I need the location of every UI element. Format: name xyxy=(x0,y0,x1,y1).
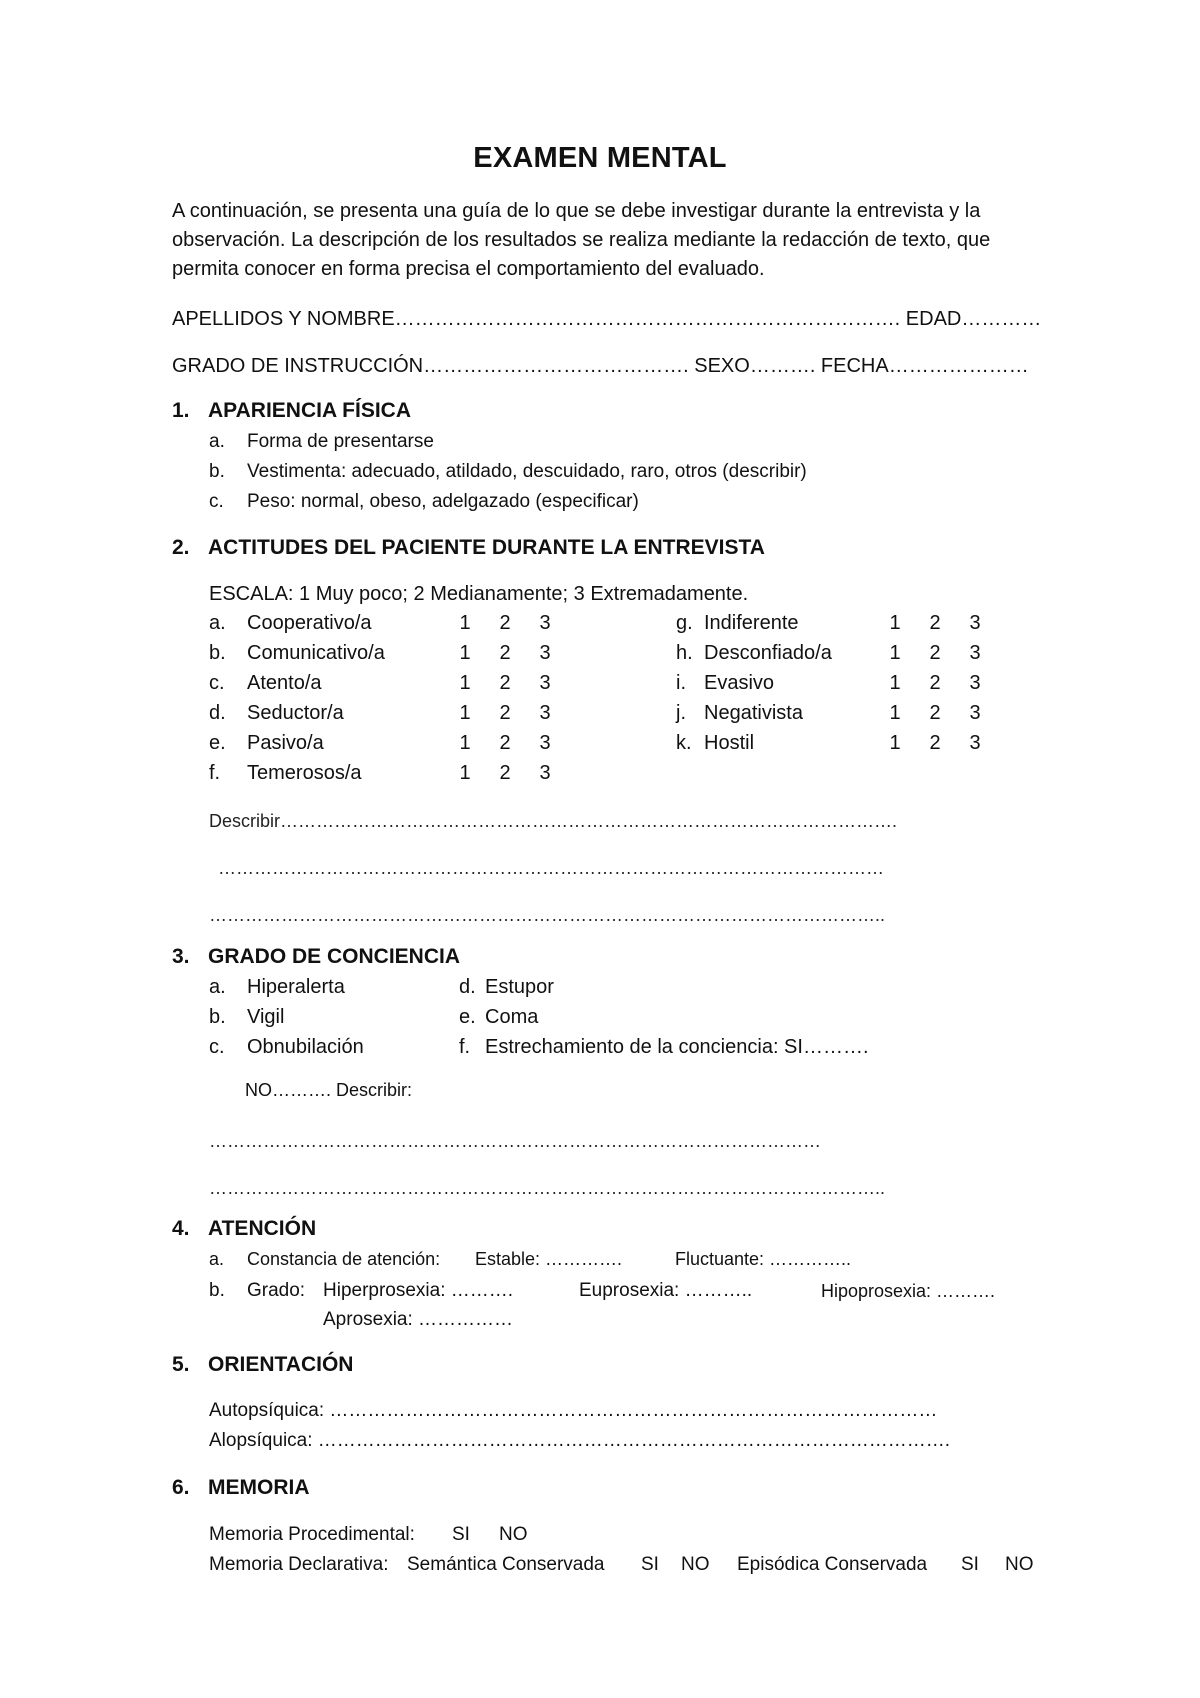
attitude-row: h. Desconfiado/a xyxy=(676,642,832,664)
section-5-heading xyxy=(172,1353,353,1377)
estable-field[interactable]: Estable: …………. xyxy=(475,1249,623,1269)
fluctuante-field[interactable]: Fluctuante: ………….. xyxy=(675,1249,852,1269)
attitude-row: i. Evasivo xyxy=(676,672,775,694)
semantica-si-option[interactable]: SI xyxy=(641,1554,659,1575)
hiperprosexia-field[interactable]: Hiperprosexia: ………. xyxy=(323,1280,514,1301)
memory-declarative-label: Memoria Declarativa: xyxy=(209,1554,389,1575)
episodica-label: Episódica Conservada xyxy=(737,1554,928,1575)
attitude-row: a. Cooperativo/a xyxy=(209,612,372,634)
describe-line[interactable]: ………………………………………………………………………………………………….. xyxy=(209,905,886,925)
describe-line[interactable]: ………………………………………………………………………………………………….. xyxy=(209,1178,886,1198)
scale-options[interactable]: 1 2 3 xyxy=(889,732,981,754)
section-title: GRADO DE CONCIENCIA xyxy=(208,945,461,968)
intro-paragraph: A continuación, se presenta una guía de lo que se debe investigar durante la entrevista y la observación. La descripción de los resultados se realiza mediante la redacción de texto, que permita conocer en forma precisa el comportamiento del evaluado. xyxy=(172,200,991,280)
describe-line[interactable]: ………………………………………………………………………………………… xyxy=(209,1131,821,1151)
list-item: b. Vigil xyxy=(209,1006,285,1028)
section-6-heading xyxy=(172,1476,310,1500)
scale-options[interactable]: 1 2 3 xyxy=(889,612,981,634)
attitude-row: e. Pasivo/a xyxy=(209,732,324,754)
attention-grade-row: b. Grado: xyxy=(209,1280,306,1301)
describe-line[interactable]: ………………………………………………………………………………………………… xyxy=(218,858,884,878)
aprosexia-field[interactable]: Aprosexia: …………… xyxy=(323,1309,514,1330)
section-number: 3. xyxy=(172,945,190,968)
page-title: EXAMEN MENTAL xyxy=(473,142,727,174)
list-item: a. Forma de presentarse xyxy=(209,431,434,452)
no-describe-line[interactable]: NO………. Describir: xyxy=(245,1080,413,1100)
attitude-row: c. Atento/a xyxy=(209,672,322,694)
attitude-row: g. Indiferente xyxy=(676,612,799,634)
attitude-row: b. Comunicativo/a xyxy=(209,642,385,664)
section-4-heading xyxy=(172,1217,316,1241)
episodica-no-option[interactable]: NO xyxy=(1005,1554,1034,1575)
euprosexia-field[interactable]: Euprosexia: ……….. xyxy=(579,1280,753,1301)
list-item: c. Obnubilación xyxy=(209,1036,364,1058)
attention-constancy-row: a. Constancia de atención: xyxy=(209,1249,441,1269)
list-item: a. Hiperalerta xyxy=(209,976,345,998)
scale-options[interactable]: 1 2 3 xyxy=(889,672,981,694)
section-3-heading xyxy=(172,945,460,969)
memory-procedural-row: Memoria Procedimental: xyxy=(209,1524,415,1545)
autopsiquica-field[interactable]: Autopsíquica: …………………………………………………………………………………… xyxy=(209,1400,938,1421)
scale-options[interactable]: 1 2 3 xyxy=(459,672,551,694)
procedural-si-option[interactable]: SI xyxy=(452,1524,470,1545)
education-sex-date-field-line: GRADO DE INSTRUCCIÓN…………………………………. SEXO………. FECHA………………… xyxy=(172,355,1029,377)
scale-options[interactable]: 1 2 3 xyxy=(889,642,981,664)
list-item: f. Estrechamiento de la conciencia: SI………. xyxy=(459,1036,869,1058)
attitude-row: j. Negativista xyxy=(676,702,803,724)
attitude-row: f. Temerosos/a xyxy=(209,762,362,784)
semantica-no-option[interactable]: NO xyxy=(681,1554,710,1575)
section-title: ORIENTACIÓN xyxy=(208,1353,354,1376)
section-title: APARIENCIA FÍSICA xyxy=(208,399,412,422)
scale-options[interactable]: 1 2 3 xyxy=(889,702,981,724)
list-item: d. Estupor xyxy=(459,976,554,998)
section-number: 2. xyxy=(172,536,190,559)
section-title: ACTITUDES DEL PACIENTE DURANTE LA ENTREVISTA xyxy=(208,536,765,559)
procedural-no-option[interactable]: NO xyxy=(499,1524,528,1545)
section-number: 6. xyxy=(172,1476,190,1499)
scale-options[interactable]: 1 2 3 xyxy=(459,702,551,724)
section-1-heading xyxy=(172,399,411,423)
section-2-heading xyxy=(172,536,765,560)
scale-options[interactable]: 1 2 3 xyxy=(459,642,551,664)
episodica-si-option[interactable]: SI xyxy=(961,1554,979,1575)
section-title: ATENCIÓN xyxy=(208,1217,317,1240)
list-item: b. Vestimenta: adecuado, atildado, descuidado, raro, otros (describir) xyxy=(209,461,807,482)
section-number: 4. xyxy=(172,1217,190,1240)
semantica-label: Semántica Conservada xyxy=(407,1554,605,1575)
alopsiquica-field[interactable]: Alopsíquica: ………………………………………………………………………………………. xyxy=(209,1430,951,1451)
scale-legend: ESCALA: 1 Muy poco; 2 Medianamente; 3 Extremadamente. xyxy=(209,583,749,605)
hipoprosexia-field[interactable]: Hipoprosexia: ………. xyxy=(821,1281,996,1301)
attitude-row: k. Hostil xyxy=(676,732,755,754)
section-number: 1. xyxy=(172,399,190,422)
name-age-field-line: APELLIDOS Y NOMBRE…………………………………………………………………. EDAD………… xyxy=(172,308,1042,330)
list-item: e. Coma xyxy=(459,1006,539,1028)
describe-field[interactable]: Describir…………………………………………………………………………………………. xyxy=(209,811,898,831)
scale-options[interactable]: 1 2 3 xyxy=(459,612,551,634)
section-title: MEMORIA xyxy=(208,1476,310,1499)
scale-options[interactable]: 1 2 3 xyxy=(459,762,551,784)
scale-options[interactable]: 1 2 3 xyxy=(459,732,551,754)
section-number: 5. xyxy=(172,1353,190,1376)
list-item: c. Peso: normal, obeso, adelgazado (especificar) xyxy=(209,491,639,512)
attitude-row: d. Seductor/a xyxy=(209,702,344,724)
